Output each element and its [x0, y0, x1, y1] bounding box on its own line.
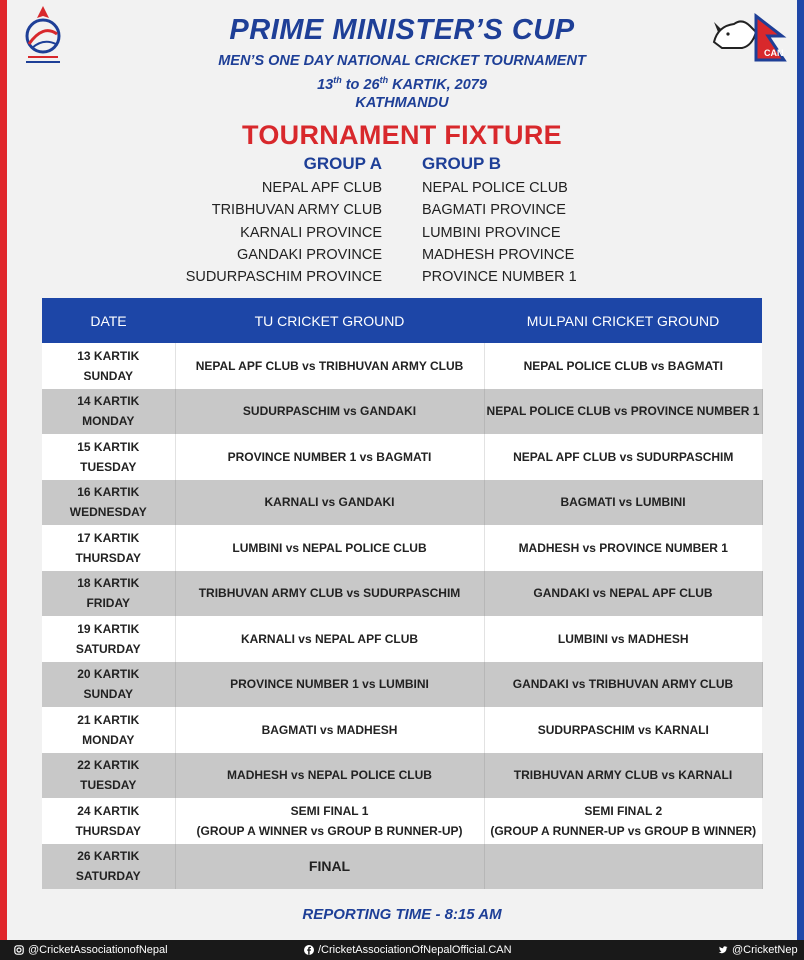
group-a-title: GROUP A	[303, 154, 382, 173]
date-cell	[42, 662, 175, 708]
fixture-title: TOURNAMENT FIXTURE	[242, 120, 562, 150]
date-text: 16 KARTIK	[77, 485, 140, 500]
mulpani-match-text: LUMBINI vs MADHESH	[557, 631, 689, 646]
date-text: 19 KARTIK	[77, 621, 140, 636]
twitter-icon	[718, 945, 728, 955]
mulpani-match-text: BAGMATI vs LUMBINI	[560, 495, 686, 510]
date-cell	[42, 525, 175, 571]
table-row	[42, 798, 762, 844]
tu-match-text: KARNALI vs GANDAKI	[264, 495, 395, 510]
mulpani-match-text: SEMI FINAL 2	[584, 803, 663, 818]
weekday-text: FRIDAY	[86, 596, 131, 611]
tu-match-text: BAGMATI vs MADHESH	[261, 722, 398, 737]
mulpani-match-cell	[484, 707, 762, 753]
reporting-time: REPORTING TIME - 8:15 AM	[302, 906, 502, 923]
mulpani-match-cell	[484, 753, 762, 799]
date-cell	[42, 616, 175, 662]
social-footer	[0, 940, 804, 960]
date-text: 22 KARTIK	[77, 758, 140, 773]
date-cell	[42, 343, 175, 389]
date-column-header: DATE	[42, 298, 175, 343]
mulpani-match-cell	[484, 571, 762, 617]
group-b-team: LUMBINI PROVINCE	[422, 224, 561, 241]
table-row	[42, 616, 762, 662]
tu-match-text: NEPAL APF CLUB vs TRIBHUVAN ARMY CLUB	[195, 358, 464, 373]
group-a-team: SUDURPASCHIM PROVINCE	[185, 269, 382, 286]
table-row	[42, 389, 762, 435]
tu-match-cell	[175, 434, 484, 480]
table-row	[42, 571, 762, 617]
weekday-text: TUESDAY	[80, 778, 137, 793]
tu-match-cell	[175, 480, 484, 526]
tu-match-cell	[175, 389, 484, 435]
table-row	[42, 662, 762, 708]
tournament-subtitle: MEN’S ONE DAY NATIONAL CRICKET TOURNAMENT	[218, 53, 586, 69]
facebook-handle[interactable]	[304, 940, 512, 960]
facebook-icon	[304, 945, 314, 955]
tu-match-text: LUMBINI vs NEPAL POLICE CLUB	[232, 540, 427, 555]
tu-match-cell	[175, 343, 484, 389]
tu-match-text: SEMI FINAL 1	[290, 803, 369, 818]
mulpani-match-detail: (GROUP A RUNNER-UP vs GROUP B WINNER)	[490, 823, 757, 838]
tu-match-cell	[175, 525, 484, 571]
table-header-row	[42, 298, 762, 343]
tu-match-text: PROVINCE NUMBER 1 vs BAGMATI	[227, 449, 432, 464]
date-text: 21 KARTIK	[77, 712, 140, 727]
mulpani-match-cell	[484, 389, 762, 435]
date-cell	[42, 480, 175, 526]
table-row	[42, 525, 762, 571]
date-cell	[42, 844, 175, 890]
instagram-icon	[14, 945, 24, 955]
mulpani-match-cell	[484, 434, 762, 480]
tournament-dates: 13th to 26th KARTIK, 2079	[317, 75, 487, 93]
facebook-handle-text: /CricketAssociationOfNepalOfficial.CAN	[318, 944, 512, 956]
tu-ground-column-header: TU CRICKET GROUND	[175, 298, 484, 343]
date-text: 14 KARTIK	[77, 394, 140, 409]
tu-match-cell	[175, 844, 484, 890]
tu-match-text: TRIBHUVAN ARMY CLUB vs SUDURPASCHIM	[198, 586, 461, 601]
date-cell	[42, 434, 175, 480]
date-cell	[42, 753, 175, 799]
tournament-city: KATHMANDU	[355, 95, 449, 111]
mulpani-match-cell	[484, 525, 762, 571]
mulpani-match-cell	[484, 844, 762, 890]
date-cell	[42, 707, 175, 753]
twitter-handle-text: @CricketNep	[732, 944, 798, 956]
mulpani-match-cell	[484, 798, 762, 844]
tu-match-text: KARNALI vs NEPAL APF CLUB	[240, 631, 419, 646]
date-text: 20 KARTIK	[77, 667, 140, 682]
table-row	[42, 343, 762, 389]
table-row	[42, 707, 762, 753]
weekday-text: SUNDAY	[83, 368, 134, 383]
table-row	[42, 480, 762, 526]
group-a-team-list	[150, 177, 382, 288]
instagram-handle-text: @CricketAssociationofNepal	[28, 944, 168, 956]
page-title: PRIME MINISTER’S CUP	[229, 14, 575, 46]
tu-match-cell	[175, 707, 484, 753]
mulpani-match-text: MADHESH vs PROVINCE NUMBER 1	[518, 540, 728, 555]
group-a-team: TRIBHUVAN ARMY CLUB	[211, 202, 382, 219]
table-row	[42, 434, 762, 480]
group-b-team-list	[422, 177, 577, 288]
mulpani-match-cell	[484, 343, 762, 389]
instagram-handle[interactable]	[14, 940, 168, 960]
group-b-team: MADHESH PROVINCE	[422, 246, 575, 263]
can-badge-text: CAN	[764, 48, 784, 58]
tu-match-text: SUDURPASCHIM vs GANDAKI	[242, 404, 417, 419]
mulpani-ground-column-header: MULPANI CRICKET GROUND	[484, 298, 762, 343]
mulpani-match-text: GANDAKI vs NEPAL APF CLUB	[533, 586, 713, 601]
weekday-text: THURSDAY	[75, 550, 142, 565]
mulpani-match-cell	[484, 616, 762, 662]
tu-match-cell	[175, 662, 484, 708]
group-b-team: PROVINCE NUMBER 1	[422, 269, 577, 286]
date-cell	[42, 798, 175, 844]
tu-match-detail: (GROUP A WINNER vs GROUP B RUNNER-UP)	[196, 823, 463, 838]
date-cell	[42, 571, 175, 617]
tu-match-text: FINAL	[308, 858, 351, 875]
weekday-text: WEDNESDAY	[69, 505, 147, 520]
date-cell	[42, 389, 175, 435]
weekday-text: MONDAY	[82, 414, 135, 429]
date-text: 13 KARTIK	[77, 348, 140, 363]
date-text: 24 KARTIK	[77, 803, 140, 818]
mulpani-match-text: NEPAL POLICE CLUB vs BAGMATI	[523, 358, 723, 373]
weekday-text: SATURDAY	[75, 641, 141, 656]
group-a-team: GANDAKI PROVINCE	[236, 246, 382, 263]
mulpani-match-text: NEPAL POLICE CLUB vs PROVINCE NUMBER 1	[486, 404, 760, 419]
date-text: 26 KARTIK	[77, 849, 140, 864]
twitter-handle[interactable]	[718, 940, 798, 960]
group-b-team: BAGMATI PROVINCE	[422, 202, 566, 219]
group-b-team: NEPAL POLICE CLUB	[422, 180, 568, 196]
tu-match-cell	[175, 753, 484, 799]
table-row	[42, 753, 762, 799]
weekday-text: THURSDAY	[75, 823, 142, 838]
weekday-text: SUNDAY	[83, 687, 134, 702]
weekday-text: MONDAY	[82, 732, 135, 747]
weekday-text: SATURDAY	[75, 869, 141, 884]
group-a-team: NEPAL APF CLUB	[261, 180, 382, 196]
tu-match-text: MADHESH vs NEPAL POLICE CLUB	[227, 768, 432, 783]
tu-match-cell	[175, 616, 484, 662]
mulpani-match-text: SUDURPASCHIM vs KARNALI	[537, 722, 709, 737]
fixture-table	[42, 298, 763, 889]
tu-match-cell	[175, 798, 484, 844]
mulpani-match-text: NEPAL APF CLUB vs SUDURPASCHIM	[513, 449, 734, 464]
date-text: 18 KARTIK	[77, 576, 140, 591]
group-b-title: GROUP B	[422, 154, 502, 173]
tu-match-cell	[175, 571, 484, 617]
mulpani-match-cell	[484, 480, 762, 526]
weekday-text: TUESDAY	[80, 459, 137, 474]
date-text: 17 KARTIK	[77, 530, 140, 545]
mulpani-match-text: GANDAKI vs TRIBHUVAN ARMY CLUB	[512, 677, 734, 692]
date-text: 15 KARTIK	[77, 439, 140, 454]
table-row	[42, 844, 762, 890]
group-a-team: KARNALI PROVINCE	[240, 224, 382, 241]
mulpani-match-text: TRIBHUVAN ARMY CLUB vs KARNALI	[513, 768, 733, 783]
mulpani-match-cell	[484, 662, 762, 708]
tu-match-text: PROVINCE NUMBER 1 vs LUMBINI	[230, 677, 429, 692]
